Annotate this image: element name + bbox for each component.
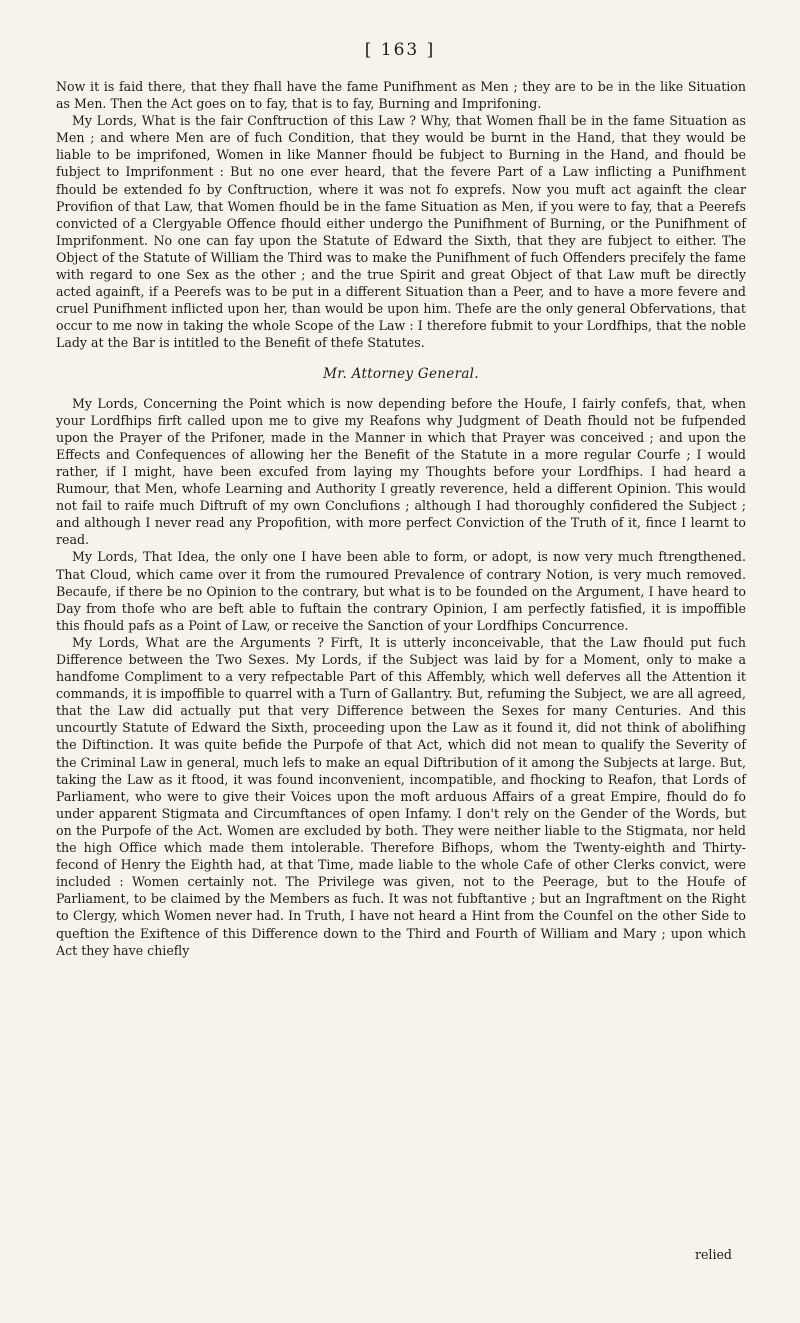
- paragraph: My Lords, What is the fair Conftruction of this Law ? Why, that Women fhall be in the fame Situation as Men ; and where Men are of fuch Condition, that they would be burnt in the Hand, that they would be liable to be imprifoned, Women in like Manner fhould be fubject to Burning in the Hand, and fhould be fubject to Imprifonment : But no one ever heard, that the fevere Part of a Law inflicting a Punifhment fhould be extended fo by Conftruction, where it was not fo exprefs. Now you muft act againft the clear Provifion of that Law, that Women fhould be in the fame Situation as Men, if you were to fay, that a Peerefs convicted of a Clergyable Offence fhould either undergo the Punifhment of Burning, or the Punifhment of Imprifonment. No one can fay upon the Statute of Edward the Sixth, that they are fubject to either. The Object of the Statute of William the Third was to make the Punifhment of fuch Offenders precifely the fame with regard to one Sex as the other ; and the true Spirit and great Object of that Law muft be directly acted againft, if a Peerefs was to be put in a different Situation than a Peer, and to have a more fevere and cruel Punifhment inflicted upon her, than would be upon him. Thefe are the only general Obfervations, that occur to me now in taking the whole Scope of the Law : I therefore fubmit to your Lordfhips, that the noble Lady at the Bar is intitled to the Benefit of thefe Statutes.: [56, 113, 746, 351]
- paragraph: My Lords, Concerning the Point which is now depending before the Houfe, I fairly confefs, that, when your Lordfhips firft called upon me to give my Reafons why Judgment of Death fhould not be fufpended upon the Prayer of the Prifoner, made in the Manner in which that Prayer was conceived ; and upon the Effects and Confequences of allowing her the Benefit of the Statute in a more regular Courfe ; I would rather, if I might, have been excufed from laying my Thoughts before your Lordfhips. I had heard a Rumour, that Men, whofe Learning and Authority I greatly reverence, held a different Opinion. This would not fail to raife much Diftruft of my own Conclufions ; although I had thoroughly confidered the Subject ; and although I never read any Propofition, with more perfect Conviction of the Truth of it, fince I learnt to read.: [56, 395, 746, 548]
- speaker-heading: Mr. Attorney General.: [323, 365, 479, 382]
- paragraph: My Lords, That Idea, the only one I have been able to form, or adopt, is now very much ftrengthened. That Cloud, which came over it from the rumoured Prevalence of contrary Notion, is very much removed. Becaufe, if there be no Opinion to the contrary, but what is to be founded on the Argument, I have heard to Day from thofe who are beft able to fuftain the contrary Opinion, I am perfectly fatisfied, it is impoffible this fhould pafs as a Point of Law, or receive the Sanction of your Lordfhips Concurrence.: [56, 549, 746, 633]
- paragraph: My Lords, What are the Arguments ? Firft, It is utterly inconceivable, that the Law fhould put fuch Difference between the Two Sexes. My Lords, if the Subject was laid by for a Moment, only to make a handfome Compliment to a very refpectable Part of this Affembly, which well deferves all the Attention it commands, it is impoffible to quarrel with a Turn of Gallantry. But, refuming the Subject, we are all agreed, that the Law did actually put that very Difference between the Sexes for many Centuries. And this uncourtly Statute of Edward the Sixth, proceeding upon the Law as it found it, did not think of abolifhing the Diftinction. It was quite befide the Purpofe of that Act, which did not mean to qualify the Severity of the Criminal Law in general, much lefs to make an equal Diftribution of it among the Subjects at large. But, taking the Law as it ftood, it was found inconvenient, incompatible, and fhocking to Reafon, that Lords of Parliament, who were to give their Voices upon the moft arduous Affairs of a great Empire, fhould do fo under apparent Stigmata and Circumftances of open Infamy. I don't rely on the Gender of the Words, but on the Purpofe of the Act. Women are excluded by both. They were neither liable to the Stigmata, nor held the high Office which made them intolerable. Therefore Bifhops, whom the Twenty-eighth and Thirty-fecond of Henry the Eighth had, at that Time, made liable to the whole Cafe of other Clerks convict, were included : Women certainly not. The Privilege was given, not to the Peerage, but to the Houfe of Parliament, to be claimed by the Members as fuch. It was not fubftantive ; but an Ingraftment on the Right to Clergy, which Women never had. In Truth, I have not heard a Hint from the Counfel on the other Side to queftion the Exiftence of this Difference down to the Third and Fourth of William and Mary ; upon which Act they have chiefly: [56, 634, 747, 958]
- page-number: [ 163 ]: [364, 40, 436, 60]
- catchword: relied: [694, 1247, 732, 1262]
- paragraph: Now it is faid there, that they fhall have the fame Punifhment as Men ; they are to be in the like Situation as Men. Then the Act goes on to fay, that is to fay, Burning and Imprifoning.: [56, 79, 746, 112]
- body-text: [56, 78, 746, 959]
